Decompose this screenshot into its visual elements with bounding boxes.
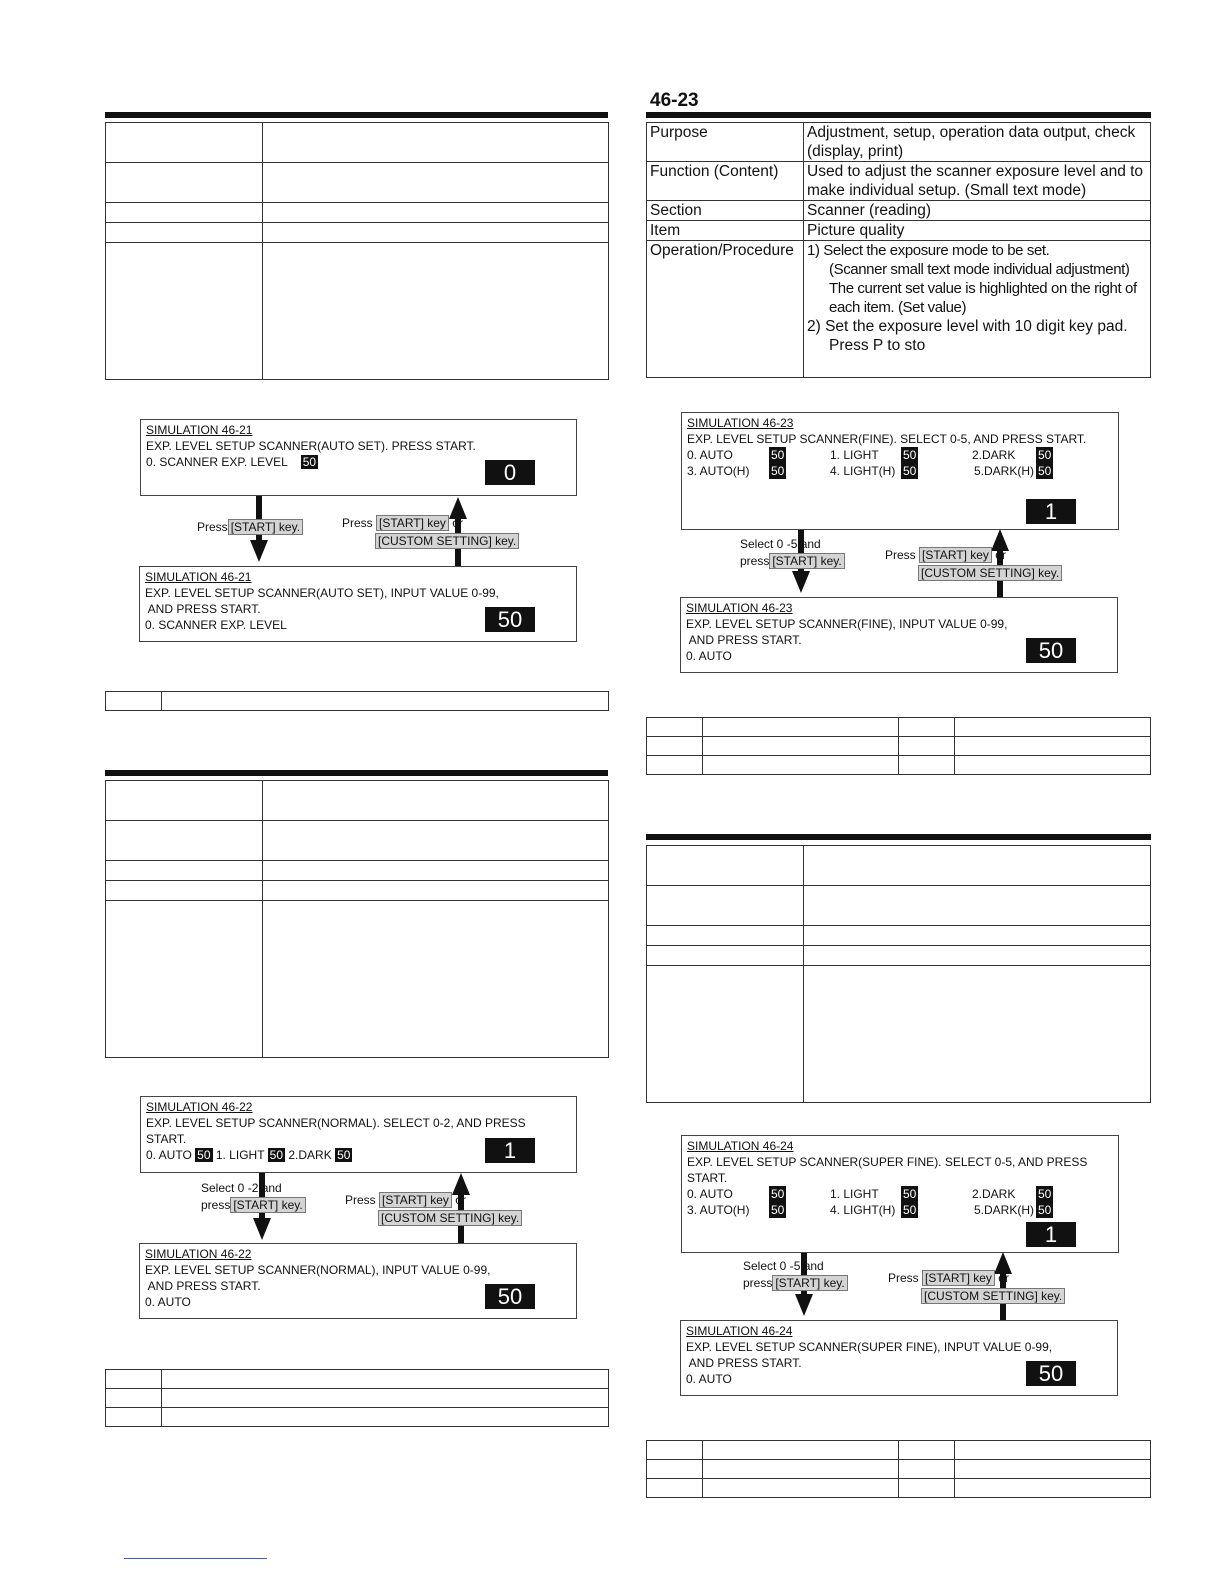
info-table-46-21 xyxy=(105,122,609,380)
input-value-display: 50 xyxy=(485,1284,535,1309)
screen-line: EXP. LEVEL SETUP SCANNER(SUPER FINE). SELECT 0-5, AND PRESS xyxy=(687,1155,1088,1169)
start-key[interactable]: [START] key. xyxy=(228,519,303,535)
screen-title: SIMULATION 46-23 xyxy=(686,601,793,615)
set-value-badge: 50 xyxy=(903,1187,917,1201)
screen-line: START. xyxy=(687,1171,728,1185)
item-value: Picture quality xyxy=(804,221,1151,241)
section-rule-46-24 xyxy=(646,834,1151,840)
item-light: 1. LIGHT xyxy=(215,1148,265,1162)
purpose-label: Purpose xyxy=(647,123,804,162)
screen-title: SIMULATION 46-22 xyxy=(146,1100,253,1114)
op-step-1: 1) Select the exposure mode to be set. xyxy=(807,242,1050,259)
item-auto-h: 3. AUTO(H) xyxy=(687,1203,750,1217)
input-value-display: 1 xyxy=(485,1138,535,1163)
back-annotation: Press [START] key or xyxy=(885,548,1006,562)
value-table-46-22 xyxy=(105,1369,609,1427)
input-value-display: 50 xyxy=(1026,638,1076,663)
input-value-display: 50 xyxy=(1026,1361,1076,1386)
op-step-1-note: The current set value is highlighted on the right of each item. (Set value) xyxy=(829,280,1137,316)
set-value-badge: 50 xyxy=(337,1148,351,1162)
section-label: Section xyxy=(647,201,804,221)
screen-line: EXP. LEVEL SETUP SCANNER(AUTO SET), INPUT VALUE 0-99, xyxy=(145,586,499,600)
screen-line: 0. AUTO xyxy=(686,1372,732,1386)
item-light-h: 4. LIGHT(H) xyxy=(830,1203,896,1217)
screen-line: AND PRESS START. xyxy=(686,1356,802,1370)
screen-title: SIMULATION 46-21 xyxy=(145,570,252,584)
item-label: Item xyxy=(647,221,804,241)
value-table-46-23 xyxy=(646,717,1151,775)
set-value-badge: 50 xyxy=(269,1148,284,1162)
item-auto: 0. AUTO xyxy=(687,448,733,462)
footer-link-line xyxy=(124,1558,267,1559)
set-value-badge: 50 xyxy=(771,448,785,462)
item-dark: 2.DARK xyxy=(972,1187,1016,1201)
item-scanner-exp-level: 0. SCANNER EXP. LEVEL xyxy=(146,455,288,469)
operation-label: Operation/Procedure xyxy=(647,241,804,378)
screen-line: START. xyxy=(146,1132,187,1146)
section-rule-46-23 xyxy=(646,112,1151,118)
section-value: Scanner (reading) xyxy=(804,201,1151,221)
sim-46-22-screen-2 xyxy=(139,1243,577,1319)
screen-line: EXP. LEVEL SETUP SCANNER(SUPER FINE), INPUT VALUE 0-99, xyxy=(686,1340,1053,1354)
screen-line: 0. AUTO xyxy=(686,649,732,663)
set-value-badge: 50 xyxy=(197,1148,211,1162)
set-value-badge: 50 xyxy=(1038,1187,1052,1201)
arrow-down-icon xyxy=(250,540,268,564)
item-dark-h: 5.DARK(H) xyxy=(974,1203,1035,1217)
screen-title: SIMULATION 46-24 xyxy=(687,1139,794,1153)
start-key[interactable]: [START] key xyxy=(922,1270,995,1286)
function-label: Function (Content) xyxy=(647,162,804,201)
screen-title: SIMULATION 46-22 xyxy=(145,1247,252,1261)
screen-title: SIMULATION 46-21 xyxy=(146,423,253,437)
custom-setting-key[interactable]: [CUSTOM SETTING] key. xyxy=(375,533,519,549)
sim-46-24-screen-2 xyxy=(680,1320,1118,1396)
set-value-badge: 50 xyxy=(903,464,917,478)
item-auto: 0. AUTO xyxy=(146,1148,192,1162)
arrow-down-icon xyxy=(253,1218,271,1242)
screen-line: AND PRESS START. xyxy=(145,1279,261,1293)
info-table-46-24 xyxy=(646,845,1151,1103)
set-value-badge: 50 xyxy=(771,464,785,478)
item-light: 1. LIGHT xyxy=(830,1187,879,1201)
set-value-badge: 50 xyxy=(1038,464,1052,478)
set-value-badge: 50 xyxy=(771,1203,785,1217)
back-annotation: Press [START] key or xyxy=(342,516,463,530)
input-value-display: 0 xyxy=(485,460,535,485)
screen-line: AND PRESS START. xyxy=(145,602,261,616)
item-dark-h: 5.DARK(H) xyxy=(974,464,1035,478)
op-step-2: 2) Set the exposure level with 10 digit key pad. xyxy=(807,318,1128,335)
screen-title: SIMULATION 46-24 xyxy=(686,1324,793,1338)
info-table-46-22 xyxy=(105,780,609,1058)
value-table-46-21 xyxy=(105,691,609,711)
screen-line: AND PRESS START. xyxy=(686,633,802,647)
section-rule-46-22 xyxy=(105,770,608,776)
press-start-annotation: Press [START] key. xyxy=(197,519,303,536)
back-annotation: Press [START] key or xyxy=(345,1193,466,1207)
function-value: Used to adjust the scanner exposure level and to make individual setup. (Small text mode) xyxy=(804,162,1151,201)
start-key[interactable]: [START] key xyxy=(379,1192,452,1208)
item-auto-h: 3. AUTO(H) xyxy=(687,464,750,478)
sim-46-21-screen-1 xyxy=(140,419,577,496)
set-value-badge: 50 xyxy=(302,455,317,469)
set-value-badge: 50 xyxy=(771,1187,785,1201)
sim-46-23-screen-2 xyxy=(680,597,1118,673)
custom-setting-key[interactable]: [CUSTOM SETTING] key. xyxy=(378,1210,522,1226)
start-key[interactable]: [START] key. xyxy=(230,1197,305,1213)
item-dark: 2.DARK xyxy=(972,448,1016,462)
arrow-down-icon xyxy=(795,1294,813,1318)
screen-line: 0. AUTO xyxy=(145,1295,191,1309)
op-step-2-note: Press P to sto xyxy=(829,337,926,354)
input-value-display: 1 xyxy=(1026,1222,1076,1247)
select-annotation: Select 0 -5 and press [START] key. xyxy=(743,1258,848,1292)
start-key[interactable]: [START] key xyxy=(376,515,449,531)
set-value-badge: 50 xyxy=(903,1203,917,1217)
sim-46-22-screen-1 xyxy=(140,1096,577,1173)
set-value-badge: 50 xyxy=(903,448,917,462)
screen-line: EXP. LEVEL SETUP SCANNER(FINE), INPUT VALUE 0-99, xyxy=(686,617,1008,631)
start-key[interactable]: [START] key. xyxy=(772,1275,847,1291)
screen-line: EXP. LEVEL SETUP SCANNER(AUTO SET). PRESS START. xyxy=(146,439,476,453)
op-step-1-note: (Scanner small text mode individual adjustment) xyxy=(829,261,1130,278)
select-annotation: Select 0 -2 and press [START] key. xyxy=(201,1180,306,1214)
item-light-h: 4. LIGHT(H) xyxy=(830,464,896,478)
input-value-display: 50 xyxy=(485,607,535,632)
custom-setting-key[interactable]: [CUSTOM SETTING] key. xyxy=(921,1288,1065,1304)
screen-title: SIMULATION 46-23 xyxy=(687,416,794,430)
screen-line: EXP. LEVEL SETUP SCANNER(FINE). SELECT 0-5, AND PRESS START. xyxy=(687,432,1087,446)
input-value-display: 1 xyxy=(1026,499,1076,524)
item-dark: 2.DARK xyxy=(288,1148,332,1162)
screen-line: 0. SCANNER EXP. LEVEL xyxy=(145,618,287,632)
info-table-46-23 xyxy=(646,122,1151,378)
purpose-value: Adjustment, setup, operation data output, check (display, print) xyxy=(804,123,1151,162)
start-key[interactable]: [START] key xyxy=(919,547,992,563)
set-value-badge: 50 xyxy=(1038,448,1052,462)
arrow-down-icon xyxy=(792,571,810,595)
screen-line: EXP. LEVEL SETUP SCANNER(NORMAL), INPUT VALUE 0-99, xyxy=(145,1263,491,1277)
screen-line: EXP. LEVEL SETUP SCANNER(NORMAL). SELECT 0-2, AND PRESS xyxy=(146,1116,526,1130)
item-light: 1. LIGHT xyxy=(830,448,879,462)
back-annotation: Press [START] key or xyxy=(888,1271,1009,1285)
custom-setting-key[interactable]: [CUSTOM SETTING] key. xyxy=(918,565,1062,581)
sim-46-21-screen-2 xyxy=(139,566,577,642)
sim-46-24-screen-1 xyxy=(681,1135,1119,1253)
item-auto: 0. AUTO xyxy=(687,1187,733,1201)
value-table-46-24 xyxy=(646,1440,1151,1498)
sim-46-23-screen-1 xyxy=(681,412,1119,530)
set-value-badge: 50 xyxy=(1038,1203,1052,1217)
select-annotation: Select 0 -5 and press [START] key. xyxy=(740,536,845,570)
start-key[interactable]: [START] key. xyxy=(769,553,844,569)
section-heading: 46-23 xyxy=(650,90,699,111)
section-rule-46-21 xyxy=(105,112,608,118)
